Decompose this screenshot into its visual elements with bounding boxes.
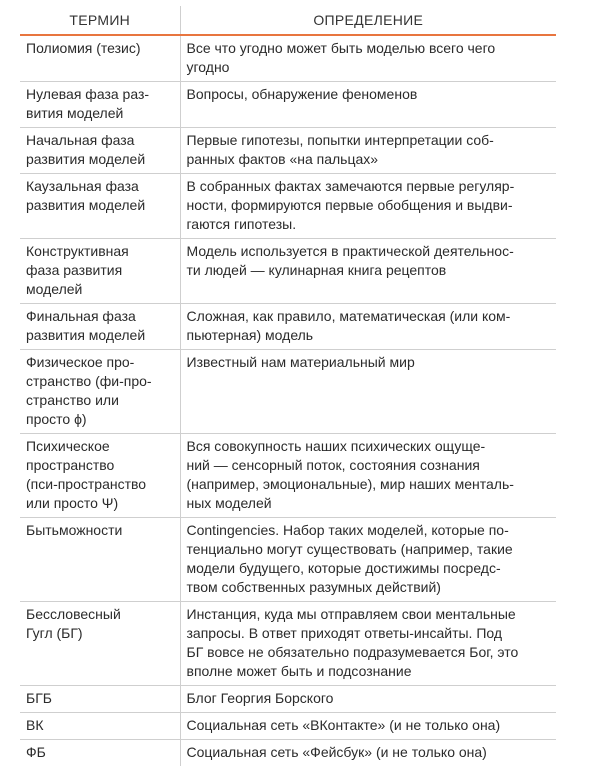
definition-cell-line: Социальная сеть «ВКонтакте» (и не только она) [187, 716, 551, 735]
definition-cell-line: (например, эмоциональные), мир наших менталь- [187, 475, 551, 494]
definition-cell-line: Блог Георгия Борского [187, 689, 551, 708]
term-cell-line: развития моделей [26, 150, 174, 169]
term-cell-line: Гугл (БГ) [26, 624, 174, 643]
definition-cell [180, 82, 556, 128]
definition-cell [180, 713, 556, 740]
term-cell-line: вития моделей [26, 104, 174, 123]
definition-cell [180, 740, 556, 766]
term-cell [20, 713, 180, 740]
term-cell [20, 174, 180, 239]
term-cell-line: Конструктивная [26, 242, 174, 261]
definition-cell-line: ных моделей [187, 494, 551, 513]
term-column-header: ТЕРМИН [20, 6, 180, 35]
term-cell-line: (пси-пространство [26, 475, 174, 494]
glossary-rows [20, 35, 556, 766]
definition-cell-line: Все что угодно может быть моделью всего чего [187, 39, 551, 58]
definition-cell [180, 239, 556, 304]
definition-cell-line: модели будущего, которые достижимы посредс- [187, 559, 551, 578]
term-cell-line: Бессловесный [26, 605, 174, 624]
table-row [20, 128, 556, 174]
definition-cell-line: Социальная сеть «Фейсбук» (и не только она) [187, 743, 551, 762]
definition-cell-line: В собранных фактах замечаются первые регуляр- [187, 177, 551, 196]
term-cell [20, 350, 180, 434]
definition-cell-line: Известный нам материальный мир [187, 353, 551, 372]
term-cell-line: просто ϕ) [26, 410, 174, 429]
term-cell-line: Бытьможности [26, 521, 174, 540]
term-cell-line: развития моделей [26, 196, 174, 215]
term-cell-line: или просто Ψ) [26, 494, 174, 513]
term-cell-line: Психическое [26, 437, 174, 456]
term-cell-line: пространство [26, 456, 174, 475]
table-row [20, 239, 556, 304]
term-cell [20, 686, 180, 713]
term-cell-line: Полиомия (тезис) [26, 39, 174, 58]
definition-cell [180, 434, 556, 518]
definition-cell-line: пьютерная) модель [187, 326, 551, 345]
term-cell-line: странство или [26, 391, 174, 410]
term-cell-line: Физическое про- [26, 353, 174, 372]
term-cell [20, 602, 180, 686]
table-row [20, 740, 556, 766]
definition-cell [180, 128, 556, 174]
glossary-table [20, 6, 556, 766]
term-cell [20, 518, 180, 602]
definition-cell-line: Вся совокупность наших психических ощуще- [187, 437, 551, 456]
table-row [20, 518, 556, 602]
term-cell [20, 128, 180, 174]
definition-cell-line: Первые гипотезы, попытки интерпретации соб- [187, 131, 551, 150]
definition-cell-line: ний — сенсорный поток, состояния сознания [187, 456, 551, 475]
definition-cell [180, 518, 556, 602]
table-row [20, 82, 556, 128]
term-cell-line: Финальная фаза [26, 307, 174, 326]
definition-cell [180, 174, 556, 239]
term-cell [20, 434, 180, 518]
term-cell-line: странство (фи-про- [26, 372, 174, 391]
term-cell-line: Начальная фаза [26, 131, 174, 150]
term-cell-line: Каузальная фаза [26, 177, 174, 196]
table-row [20, 602, 556, 686]
table-header-row [20, 6, 556, 35]
definition-cell-line: ности, формируются первые обобщения и выдви- [187, 196, 551, 215]
definition-cell-line: угодно [187, 58, 551, 77]
definition-cell-line: ранных фактов «на пальцах» [187, 150, 551, 169]
definition-cell-line: запросы. В ответ приходят ответы-инсайты. Под [187, 624, 551, 643]
term-cell [20, 304, 180, 350]
term-cell-line: развития моделей [26, 326, 174, 345]
table-row [20, 350, 556, 434]
definition-cell-line: тенциально могут существовать (например, такие [187, 540, 551, 559]
table-row [20, 713, 556, 740]
definition-cell [180, 350, 556, 434]
definition-cell-line: гаются гипотезы. [187, 215, 551, 234]
term-cell [20, 82, 180, 128]
term-cell [20, 35, 180, 82]
term-cell-line: БГБ [26, 689, 174, 708]
definition-cell-line: Модель используется в практической деятельнос- [187, 242, 551, 261]
definition-cell-line: Сложная, как правило, математическая (или ком- [187, 307, 551, 326]
term-cell-line: ФБ [26, 743, 174, 762]
definition-cell-line: ти людей — кулинарная книга рецептов [187, 261, 551, 280]
definition-cell-line: твом собственных разумных действий) [187, 578, 551, 597]
table-row [20, 434, 556, 518]
definition-cell-line: Инстанция, куда мы отправляем свои ментальные [187, 605, 551, 624]
table-row [20, 304, 556, 350]
definition-cell [180, 602, 556, 686]
definition-column-header: ОПРЕДЕЛЕНИЕ [180, 6, 556, 35]
definition-cell-line: Вопросы, обнаружение феноменов [187, 85, 551, 104]
definition-cell-line: БГ вовсе не обязательно подразумевается Бог, это [187, 643, 551, 662]
term-cell-line: моделей [26, 280, 174, 299]
term-cell-line: ВК [26, 716, 174, 735]
definition-cell-line: вполне может быть и подсознание [187, 662, 551, 681]
term-cell-line: фаза развития [26, 261, 174, 280]
definition-cell [180, 686, 556, 713]
term-cell [20, 239, 180, 304]
table-row [20, 35, 556, 82]
definition-cell-line: Contingencies. Набор таких моделей, которые по- [187, 521, 551, 540]
term-cell-line: Нулевая фаза раз- [26, 85, 174, 104]
table-row [20, 174, 556, 239]
definition-cell [180, 35, 556, 82]
definition-cell [180, 304, 556, 350]
term-cell [20, 740, 180, 766]
table-row [20, 686, 556, 713]
